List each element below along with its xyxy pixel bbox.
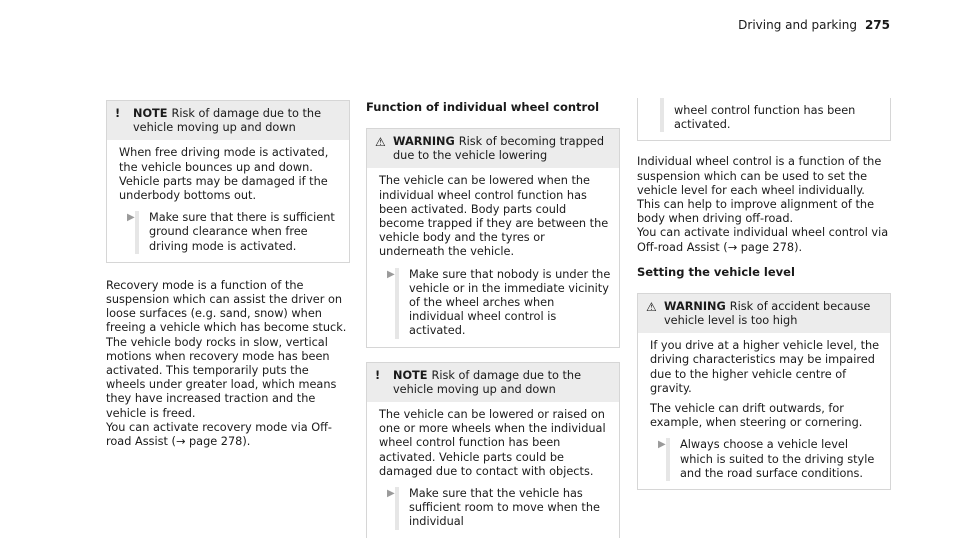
note-header — [107, 101, 349, 140]
exclamation-icon: ! — [375, 368, 381, 382]
step-text-continued: wheel control function has been activated. — [660, 98, 882, 132]
paragraph: Individual wheel control is a function of the suspension which can be used to set the vehicle level for each wheel individually. This can help to improve alignment of the body when driving off-road. — [637, 155, 882, 226]
note-keyword: NOTE — [393, 368, 428, 382]
warning-keyword: WARNING — [664, 299, 726, 313]
note-box — [366, 362, 620, 538]
column-3 — [637, 98, 891, 504]
exclamation-icon: ! — [115, 107, 121, 120]
arrow-right-icon: ▶ — [387, 268, 395, 280]
warning-header — [367, 129, 619, 168]
step-text: Make sure that there is sufficient ground clearance when free driving mode is activated. — [135, 211, 341, 254]
paragraph: You can activate recovery mode via Off-road Assist (→ page 278). — [106, 420, 332, 449]
step-text: Make sure that nobody is under the vehicle or in the immediate vicinity of the wheel arches when individual wheel control is activated. — [395, 268, 611, 339]
warning-body: The vehicle can drift outwards, for example, when steering or cornering. — [650, 402, 863, 430]
warning-body: The vehicle can be lowered when the individual wheel control function has been activated. Body parts could become trapped if they are between the vehicle body and the tyres or underneath the vehicle. — [379, 174, 609, 259]
section-heading: Setting the vehicle level — [637, 264, 795, 279]
instruction-step — [119, 211, 341, 254]
note-body: The vehicle can be lowered or raised on one or more wheels when the individual wheel control function has been activated. Vehicle parts could be damaged due to contact with objects. — [379, 408, 606, 478]
note-title: Risk of damage due to the vehicle moving up and down — [393, 368, 582, 396]
arrow-right-icon: ▶ — [658, 439, 666, 451]
warning-title: Risk of accident because vehicle level is too high — [664, 299, 871, 328]
warning-triangle-icon: ⚠ — [375, 135, 386, 149]
note-title: Risk of damage due to the vehicle moving up and down — [133, 107, 322, 135]
note-header — [367, 363, 619, 402]
step-text: Always choose a vehicle level which is suited to the driving style and the road surface conditions. — [666, 438, 882, 481]
paragraph: The vehicle body rocks in slow, vertical motions when recovery mode has been activated. This temporarily puts the wheels under greater load, which means they have increased traction and the vehicle is freed. — [106, 335, 337, 420]
warning-title: Risk of becoming trapped due to the vehicle lowering — [393, 135, 605, 163]
arrow-right-icon: ▶ — [387, 488, 395, 500]
warning-box — [637, 293, 891, 490]
page-header — [738, 18, 890, 32]
warning-keyword: WARNING — [393, 135, 455, 148]
warning-triangle-icon: ⚠ — [646, 299, 657, 314]
paragraph: Recovery mode is a function of the suspension which can assist the driver on loose surfaces (e.g. sand, snow) when freeing a vehicle which has become stuck. — [106, 278, 347, 335]
warning-box — [366, 128, 620, 348]
warning-body: If you drive at a higher vehicle level, the driving characteristics may be impaired due to the higher vehicle centre of gravity. — [650, 339, 880, 395]
section-heading: Function of individual wheel control — [366, 100, 600, 114]
step-text: Make sure that the vehicle has sufficient room to move when the individual — [395, 487, 611, 530]
column-1 — [106, 100, 350, 449]
note-box-continued — [637, 98, 891, 141]
instruction-step — [650, 438, 882, 481]
note-keyword: NOTE — [133, 107, 168, 120]
warning-header — [638, 294, 890, 333]
instruction-step — [379, 268, 611, 339]
page-number: 275 — [864, 18, 890, 32]
section-title: Driving and parking — [738, 18, 857, 32]
arrow-right-icon: ▶ — [127, 212, 135, 224]
instruction-step — [379, 487, 611, 530]
note-body: When free driving mode is activated, the vehicle bounces up and down. Vehicle parts may be damaged if the underbody bottoms out. — [119, 146, 329, 203]
note-box — [106, 100, 350, 263]
column-2 — [366, 100, 620, 538]
paragraph: You can activate individual wheel control via Off-road Assist (→ page 278). — [637, 226, 889, 254]
